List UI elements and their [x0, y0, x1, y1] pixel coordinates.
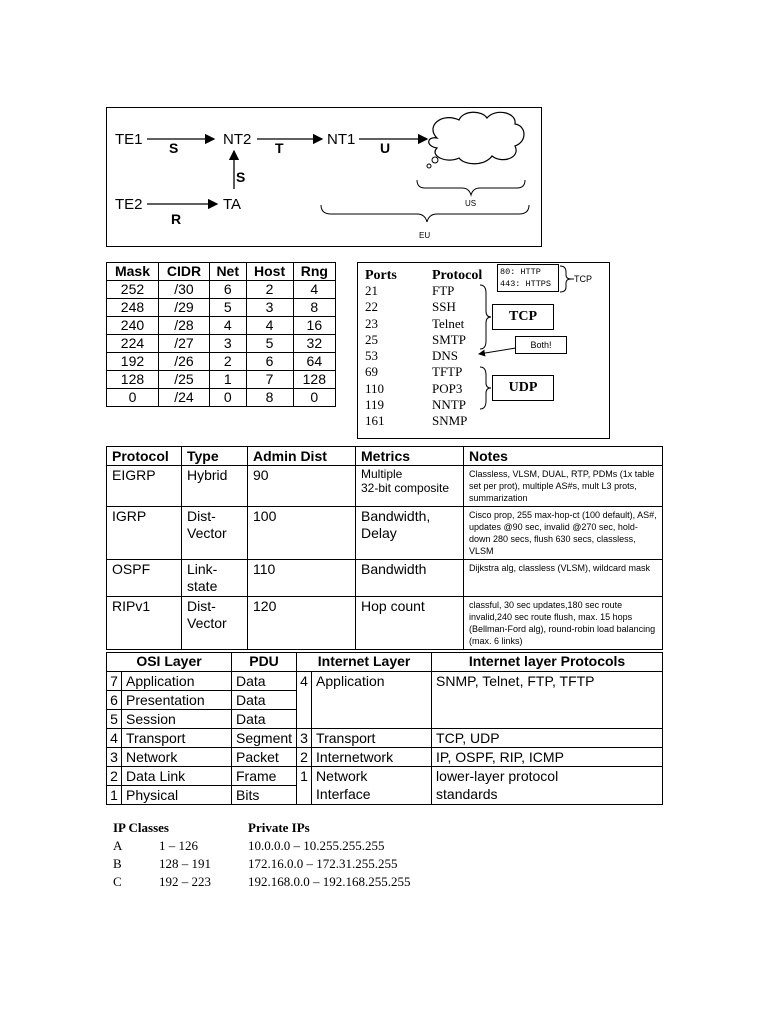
- table-row: [107, 371, 336, 389]
- rng-cell: 64: [293, 353, 335, 371]
- mask-header: Mask: [107, 263, 159, 281]
- table-row: [107, 729, 663, 748]
- port-number: 161: [365, 413, 385, 429]
- ip-class-range: 192 – 223: [159, 874, 211, 889]
- ta-label: TA: [223, 196, 242, 213]
- internet-layer-number: 3: [297, 729, 312, 748]
- internet-layer-header: Internet Layer: [297, 653, 432, 672]
- rng-cell: 0: [293, 389, 335, 407]
- table-row: [107, 281, 336, 299]
- internet-layer-number: 4: [297, 672, 312, 729]
- port-protocols-list: [432, 283, 467, 430]
- table-row: [107, 597, 663, 650]
- thought-bubble-icon: [432, 157, 438, 163]
- ref-point-r: R: [171, 211, 182, 227]
- host-cell: 2: [246, 281, 293, 299]
- mask-cell: 192: [107, 353, 159, 371]
- rng-header: Rng: [293, 263, 335, 281]
- network-cloud-icon: [429, 112, 524, 164]
- private-ip-range: 10.0.0.0 – 10.255.255.255: [248, 838, 385, 853]
- pdu-cell: Data: [232, 710, 297, 729]
- port-protocol: SMTP: [432, 331, 466, 347]
- tcp-brace: [480, 285, 491, 349]
- protocol-header: Protocol: [107, 447, 182, 466]
- metrics-cell: Bandwidth: [356, 560, 464, 597]
- both-box: Both!: [515, 336, 567, 354]
- net-cell: 6: [209, 281, 246, 299]
- internet-layer-name: Network Interface: [312, 767, 432, 805]
- mask-cell: 252: [107, 281, 159, 299]
- internet-protocols-header: Internet layer Protocols: [432, 653, 663, 672]
- notes-cell: Cisco prop, 255 max-hop-ct (100 default), AS#, updates @90 sec, invalid @270 sec, hold-down 280 secs, flush 630 secs, classless, VLSM: [464, 507, 663, 560]
- ip-class-letter: A: [113, 838, 123, 853]
- port-protocol: FTP: [432, 283, 455, 298]
- internet-protocols-cell: TCP, UDP: [432, 729, 663, 748]
- type-cell: Link- state: [182, 560, 248, 597]
- osi-layer-name: Session: [122, 710, 232, 729]
- admin-dist-cell: 120: [248, 597, 356, 650]
- ip-classes-header: IP Classes: [113, 820, 169, 835]
- net-cell: 0: [209, 389, 246, 407]
- protocol-header: Protocol: [432, 268, 483, 283]
- protocol-cell: OSPF: [107, 560, 182, 597]
- table-header-row: [107, 263, 336, 281]
- udp-box: UDP: [492, 375, 554, 401]
- osi-layer-number: 2: [107, 767, 122, 786]
- admin-dist-cell: 100: [248, 507, 356, 560]
- port-protocol: DNS: [432, 348, 459, 364]
- osi-layer-table: [106, 652, 663, 805]
- metrics-cell: Hop count: [356, 597, 464, 650]
- host-cell: 3: [246, 299, 293, 317]
- ip-class-letter: B: [113, 856, 122, 871]
- eu-brace: [321, 205, 529, 222]
- table-header-row: [107, 653, 663, 672]
- metrics-cell: Multiple 32-bit composite: [356, 466, 464, 507]
- protocol-cell: RIPv1: [107, 597, 182, 650]
- ip-classes-section: [113, 819, 473, 893]
- internet-layer-name: Application: [312, 672, 432, 729]
- ports-protocols-box: [357, 262, 610, 439]
- table-row: [107, 748, 663, 767]
- internet-layer-number: 2: [297, 748, 312, 767]
- port-protocol: SNMP: [432, 413, 468, 429]
- notes-cell: Classless, VLSM, DUAL, RTP, PDMs (1x table set per prot), multiple AS#s, mult L3 prots, summarization: [464, 466, 663, 507]
- private-ip-range: 172.16.0.0 – 172.31.255.255: [248, 856, 398, 871]
- internet-protocols-cell: SNMP, Telnet, FTP, TFTP: [432, 672, 663, 729]
- routing-protocols-table: [106, 446, 663, 650]
- table-row: [107, 507, 663, 560]
- ref-point-t: T: [275, 140, 284, 156]
- mask-cell: 128: [107, 371, 159, 389]
- cidr-header: CIDR: [158, 263, 209, 281]
- table-row: [107, 672, 663, 691]
- net-header: Net: [209, 263, 246, 281]
- osi-layer-name: Transport: [122, 729, 232, 748]
- admin-dist-header: Admin Dist: [248, 447, 356, 466]
- host-header: Host: [246, 263, 293, 281]
- osi-layer-name: Presentation: [122, 691, 232, 710]
- metrics-cell: Bandwidth, Delay: [356, 507, 464, 560]
- private-ips-header: Private IPs: [248, 820, 310, 835]
- net-cell: 4: [209, 317, 246, 335]
- table-row: [107, 466, 663, 507]
- net-cell: 5: [209, 299, 246, 317]
- cidr-cell: /29: [158, 299, 209, 317]
- pdu-header: PDU: [232, 653, 297, 672]
- cidr-cell: /25: [158, 371, 209, 389]
- type-cell: Hybrid: [182, 466, 248, 507]
- osi-layer-name: Application: [122, 672, 232, 691]
- port-protocol: POP3: [432, 380, 463, 396]
- ip-class-range: 1 – 126: [159, 838, 198, 853]
- osi-layer-name: Physical: [122, 786, 232, 805]
- osi-layer-number: 4: [107, 729, 122, 748]
- notes-cell: Dijkstra alg, classless (VLSM), wildcard mask: [464, 560, 663, 597]
- cidr-cell: /26: [158, 353, 209, 371]
- us-brace: [417, 180, 525, 195]
- port-protocol: NNTP: [432, 397, 466, 413]
- internet-layer-name: Transport: [312, 729, 432, 748]
- protocol-cell: EIGRP: [107, 466, 182, 507]
- osi-layer-number: 6: [107, 691, 122, 710]
- net-cell: 1: [209, 371, 246, 389]
- host-cell: 7: [246, 371, 293, 389]
- port-number: 53: [365, 348, 378, 364]
- cidr-cell: /28: [158, 317, 209, 335]
- nt2-label: NT2: [223, 131, 252, 148]
- cidr-cell: /30: [158, 281, 209, 299]
- rng-cell: 8: [293, 299, 335, 317]
- subnet-mask-table: [106, 262, 336, 407]
- host-cell: 4: [246, 317, 293, 335]
- https-port-label: 443: HTTPS: [500, 279, 552, 289]
- eu-label: EU: [419, 231, 431, 240]
- rng-cell: 4: [293, 281, 335, 299]
- mask-cell: 0: [107, 389, 159, 407]
- rng-cell: 128: [293, 371, 335, 389]
- host-cell: 5: [246, 335, 293, 353]
- mask-cell: 224: [107, 335, 159, 353]
- port-number: 21: [365, 283, 378, 298]
- thought-bubble-small-icon: [427, 164, 431, 168]
- table-row: [107, 353, 336, 371]
- rng-cell: 16: [293, 317, 335, 335]
- mask-cell: 240: [107, 317, 159, 335]
- ip-class-range: 128 – 191: [159, 856, 211, 871]
- pdu-cell: Frame: [232, 767, 297, 786]
- udp-brace: [480, 367, 491, 409]
- cidr-cell: /24: [158, 389, 209, 407]
- osi-layer-header: OSI Layer: [107, 653, 232, 672]
- isdn-diagram-svg: [107, 108, 541, 246]
- internet-layer-name: Internetwork: [312, 748, 432, 767]
- te1-label: TE1: [115, 131, 143, 148]
- isdn-diagram: [106, 107, 542, 247]
- http-port-label: 80: HTTP: [500, 267, 541, 277]
- ref-point-s2: S: [236, 169, 246, 185]
- port-protocol: TFTP: [432, 364, 463, 380]
- te2-label: TE2: [115, 196, 143, 213]
- table-row: [107, 317, 336, 335]
- tcp-small-label: TCP: [574, 274, 592, 284]
- private-ip-range: 192.168.0.0 – 192.168.255.255: [248, 874, 411, 889]
- port-number: 69: [365, 364, 378, 380]
- osi-layer-number: 3: [107, 748, 122, 767]
- admin-dist-cell: 110: [248, 560, 356, 597]
- ip-class-letter: C: [113, 874, 122, 889]
- table-header-row: [107, 447, 663, 466]
- nt1-label: NT1: [327, 131, 356, 148]
- internet-protocols-cell: lower-layer protocol standards: [432, 767, 663, 805]
- host-cell: 6: [246, 353, 293, 371]
- both-arrow: [479, 348, 516, 354]
- tcp-box: TCP: [492, 304, 554, 330]
- port-number: 119: [365, 397, 385, 413]
- ref-point-s1: S: [169, 140, 179, 156]
- rng-cell: 32: [293, 335, 335, 353]
- pdu-cell: Packet: [232, 748, 297, 767]
- ports-header: Ports: [365, 268, 397, 283]
- protocol-cell: IGRP: [107, 507, 182, 560]
- port-numbers-list: [365, 283, 385, 430]
- notes-header: Notes: [464, 447, 663, 466]
- port-protocol: Telnet: [432, 315, 465, 331]
- net-cell: 3: [209, 335, 246, 353]
- mask-cell: 248: [107, 299, 159, 317]
- table-row: [107, 767, 663, 786]
- osi-layer-number: 7: [107, 672, 122, 691]
- type-cell: Dist- Vector: [182, 507, 248, 560]
- type-header: Type: [182, 447, 248, 466]
- table-row: [107, 299, 336, 317]
- osi-layer-name: Network: [122, 748, 232, 767]
- us-label: US: [465, 199, 477, 208]
- port-number: 25: [365, 331, 378, 347]
- pdu-cell: Bits: [232, 786, 297, 805]
- cidr-cell: /27: [158, 335, 209, 353]
- pdu-cell: Data: [232, 672, 297, 691]
- port-number: 23: [365, 315, 378, 331]
- table-row: [107, 389, 336, 407]
- notes-cell: classful, 30 sec updates,180 sec route invalid,240 sec route flush, max. 15 hops (Bellman-Ford alg), round-robin load balancing (max. 6 links): [464, 597, 663, 650]
- osi-layer-name: Data Link: [122, 767, 232, 786]
- pdu-cell: Segment: [232, 729, 297, 748]
- metrics-header: Metrics: [356, 447, 464, 466]
- pdu-cell: Data: [232, 691, 297, 710]
- admin-dist-cell: 90: [248, 466, 356, 507]
- osi-layer-number: 5: [107, 710, 122, 729]
- table-row: [107, 560, 663, 597]
- ref-point-u: U: [380, 140, 391, 156]
- host-cell: 8: [246, 389, 293, 407]
- osi-layer-number: 1: [107, 786, 122, 805]
- table-row: [107, 335, 336, 353]
- net-cell: 2: [209, 353, 246, 371]
- port-number: 22: [365, 299, 378, 315]
- port-number: 110: [365, 380, 385, 396]
- internet-protocols-cell: IP, OSPF, RIP, ICMP: [432, 748, 663, 767]
- internet-layer-number: 1: [297, 767, 312, 805]
- port-protocol: SSH: [432, 299, 456, 315]
- type-cell: Dist- Vector: [182, 597, 248, 650]
